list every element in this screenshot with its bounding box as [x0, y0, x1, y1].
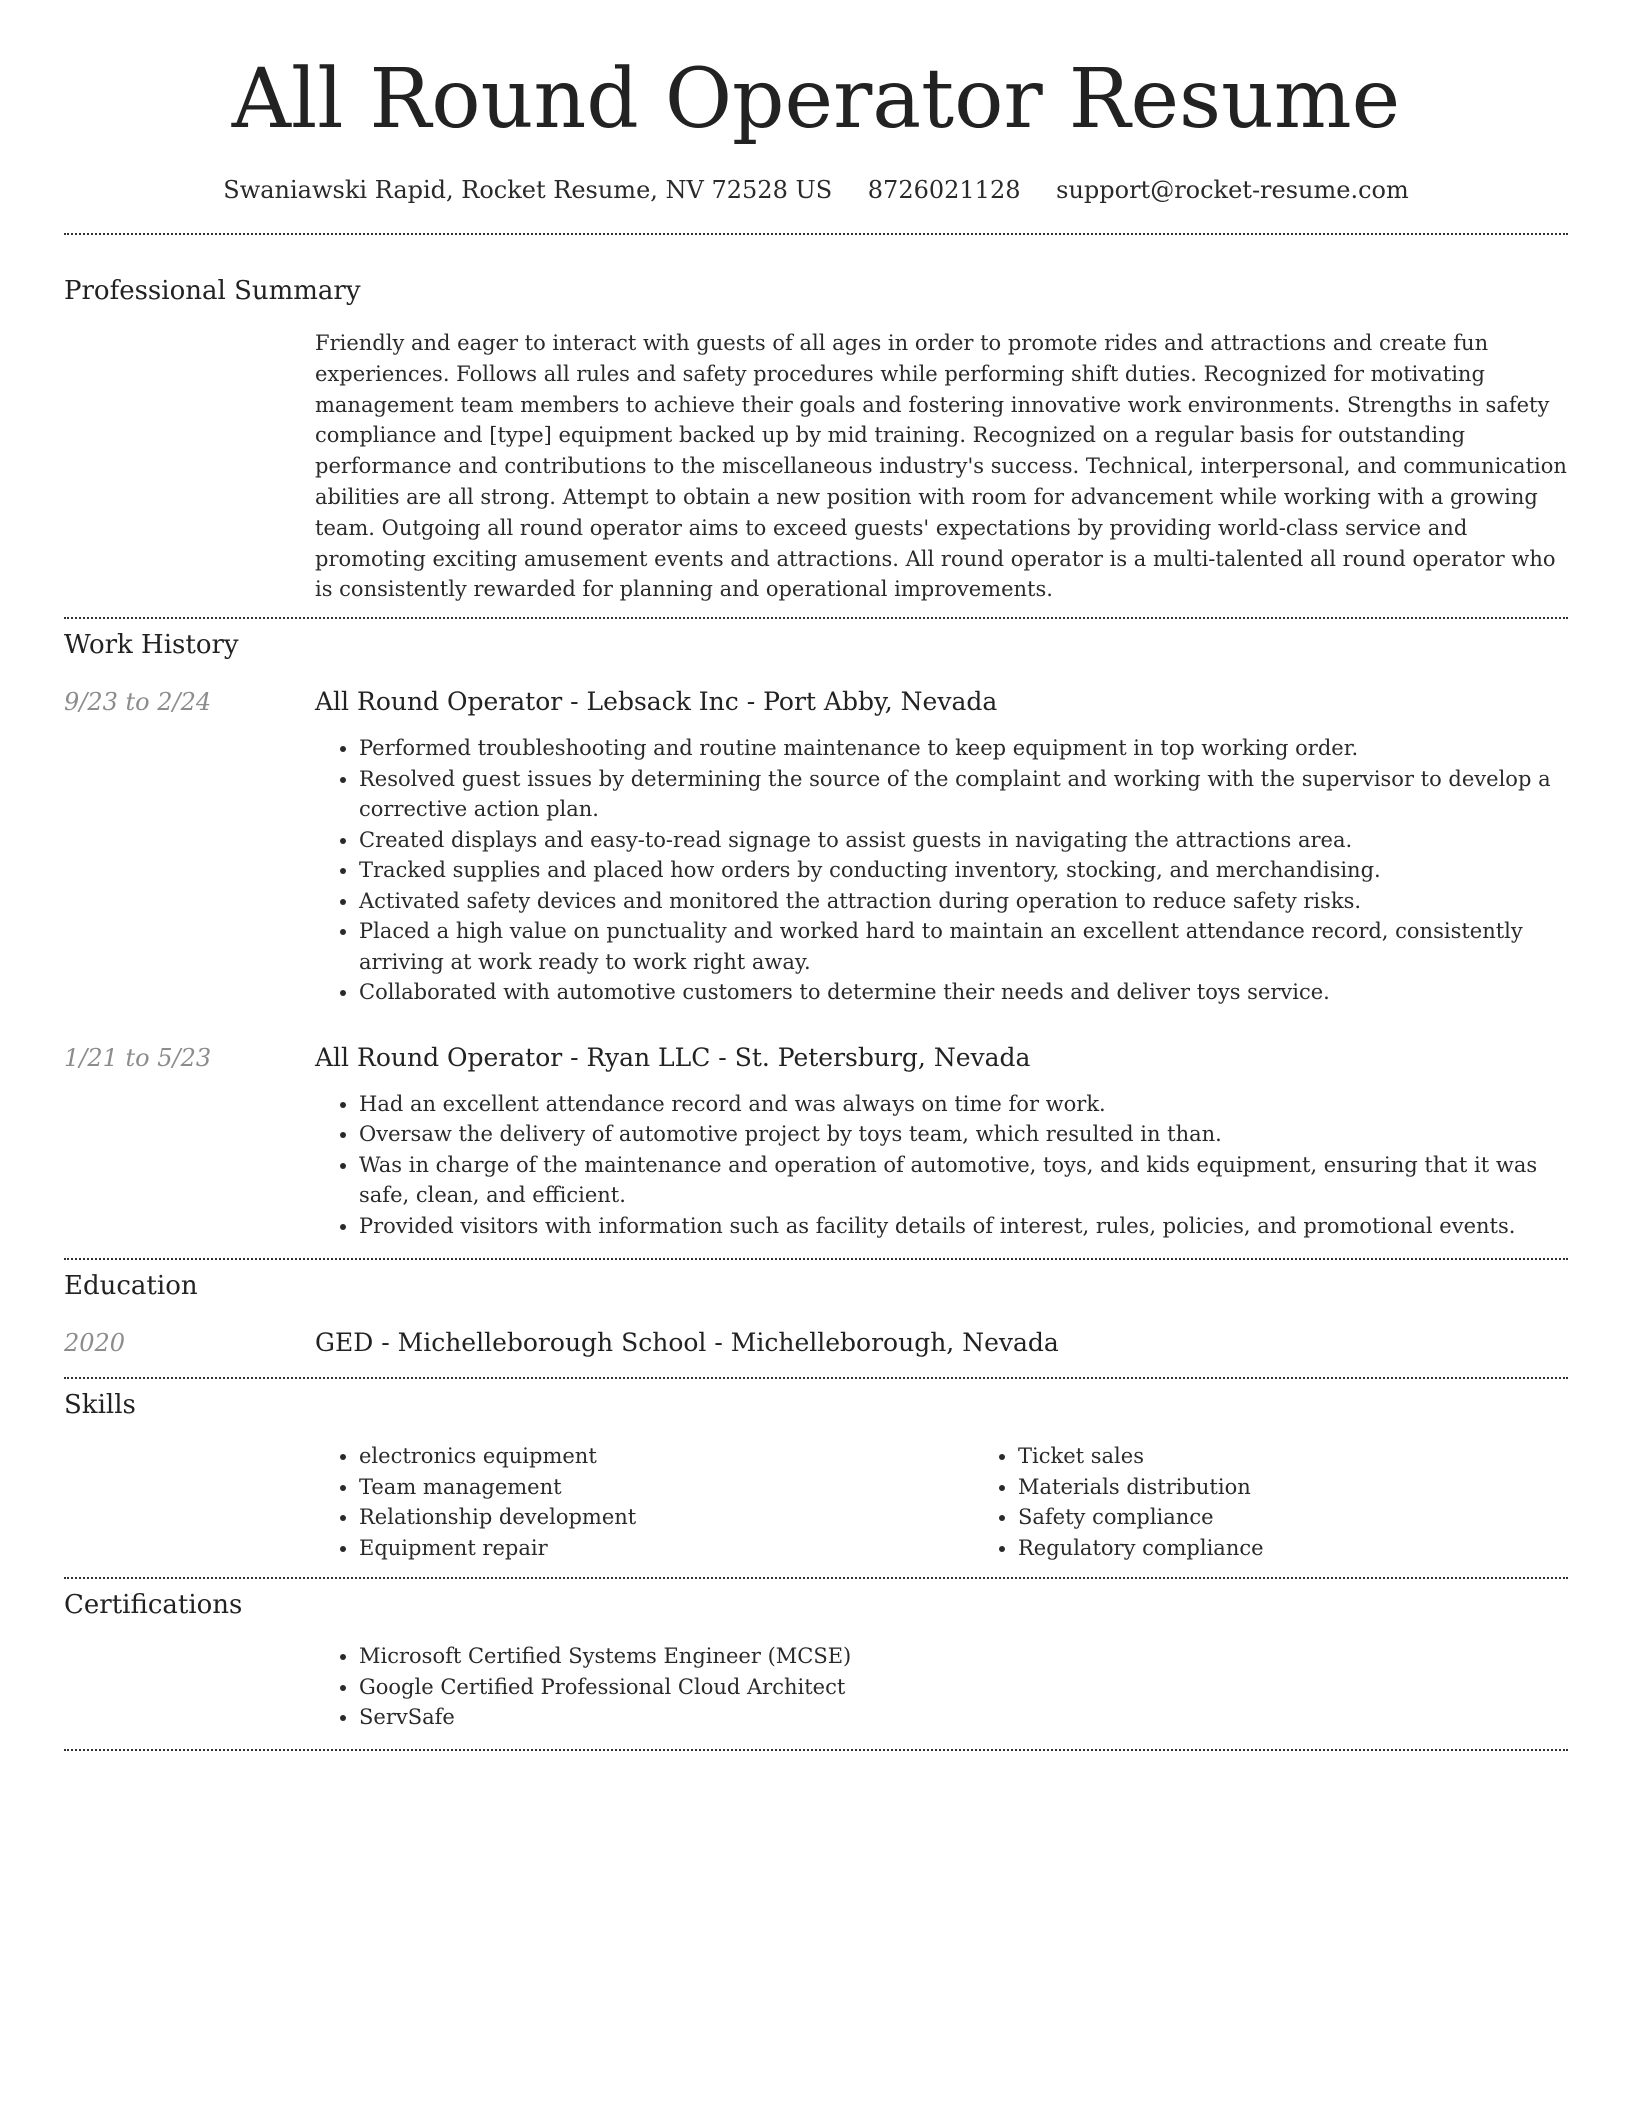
job-dates: 9/23 to 2/24 [64, 688, 212, 717]
contact-line [64, 174, 1568, 206]
skill-item: • Equipment repair [359, 1533, 974, 1564]
summary-row [64, 328, 1568, 605]
certifications-row [64, 1641, 1568, 1733]
divider [64, 1577, 1568, 1579]
education-degree: GED - Michelleborough School - Michelleborough, Nevada [315, 1328, 1059, 1358]
skill-item: • Ticket sales [1018, 1441, 1632, 1472]
skills-list-left [315, 1441, 974, 1563]
job-bullet: • Created displays and easy-to-read signage to assist guests in navigating the attractions area. [359, 825, 1568, 856]
contact-email: support@rocket-resume.com [1056, 176, 1409, 204]
job-bullets [315, 1089, 1568, 1242]
skill-item: • electronics equipment [359, 1441, 974, 1472]
job-entry [64, 1041, 1568, 1242]
contact-address: Swaniawski Rapid, Rocket Resume, NV 72528 US [223, 176, 833, 204]
divider [64, 617, 1568, 619]
skills-row [64, 1441, 1568, 1563]
job-title: All Round Operator - Lebsack Inc - Port Abby, Nevada [315, 687, 998, 717]
contact-phone: 8726021128 [867, 176, 1021, 204]
divider [64, 1377, 1568, 1379]
section-heading-summary: Professional Summary [64, 276, 361, 306]
job-bullet: • Was in charge of the maintenance and operation of automotive, toys, and kids equipment, ensuring that it was safe, clean, and efficient. [359, 1150, 1568, 1211]
certifications-list [315, 1641, 1568, 1733]
resume-title: All Round Operator Resume [231, 52, 1401, 147]
job-bullet: • Collaborated with automotive customers to determine their needs and deliver toys service. [359, 977, 1568, 1008]
job-bullet: • Resolved guest issues by determining the source of the complaint and working with the supervisor to develop a corrective action plan. [359, 764, 1568, 825]
section-heading-certifications: Certifications [64, 1590, 243, 1621]
job-bullet: • Activated safety devices and monitored the attraction during operation to reduce safety risks. [359, 886, 1568, 917]
education-year: 2020 [64, 1329, 126, 1358]
section-heading-work-history: Work History [64, 630, 239, 661]
job-bullet: • Placed a high value on punctuality and worked hard to maintain an excellent attendance record, consistently arriving at work ready to work right away. [359, 916, 1568, 977]
section-heading-education: Education [64, 1271, 198, 1302]
skills-grid [315, 1441, 1632, 1563]
certification-item: • Google Certified Professional Cloud Architect [359, 1672, 1568, 1703]
job-title: All Round Operator - Ryan LLC - St. Petersburg, Nevada [315, 1042, 1031, 1072]
skill-item: • Regulatory compliance [1018, 1533, 1632, 1564]
skill-item: • Materials distribution [1018, 1472, 1632, 1503]
skill-item: • Team management [359, 1472, 974, 1503]
job-entry [64, 685, 1568, 1008]
divider [64, 233, 1568, 235]
job-bullet: • Oversaw the delivery of automotive project by toys team, which resulted in than. [359, 1119, 1568, 1150]
job-dates: 1/21 to 5/23 [64, 1043, 212, 1072]
job-bullet: • Tracked supplies and placed how orders by conducting inventory, stocking, and merchandising. [359, 855, 1568, 886]
divider [64, 1749, 1568, 1751]
job-bullets [315, 733, 1568, 1008]
certification-item: • ServSafe [359, 1702, 1568, 1733]
skills-list-right [974, 1441, 1632, 1563]
summary-text: Friendly and eager to interact with guests of all ages in order to promote rides and attractions and create fun experiences. Follows all rules and safety procedures while performing shift duties. Recognized for motivating management team members to achieve their goals and fostering innovative work environments. Strengths in safety compliance and [type] equipment backed up by mid training. Recognized on a regular basis for outstanding performance and contributions to the miscellaneous industry's success. Technical, interpersonal, and communication abilities are all strong. Attempt to obtain a new position with room for advancement while working with a growing team. Outgoing all round operator aims to exceed guests' expectations by providing world-class service and promoting exciting amusement events and attractions. All round operator is a multi-talented all round operator who is consistently rewarded for planning and operational improvements. [315, 331, 1567, 602]
job-bullet: • Performed troubleshooting and routine maintenance to keep equipment in top working order. [359, 733, 1568, 764]
skill-item: • Relationship development [359, 1502, 974, 1533]
section-heading-skills: Skills [64, 1390, 136, 1421]
job-bullet: • Provided visitors with information such as facility details of interest, rules, policies, and promotional events. [359, 1211, 1568, 1242]
skill-item: • Safety compliance [1018, 1502, 1632, 1533]
job-bullet: • Had an excellent attendance record and was always on time for work. [359, 1089, 1568, 1120]
divider [64, 1258, 1568, 1260]
certification-item: • Microsoft Certified Systems Engineer (MCSE) [359, 1641, 1568, 1672]
resume-content [64, 0, 1568, 1751]
education-entry [64, 1326, 1568, 1360]
